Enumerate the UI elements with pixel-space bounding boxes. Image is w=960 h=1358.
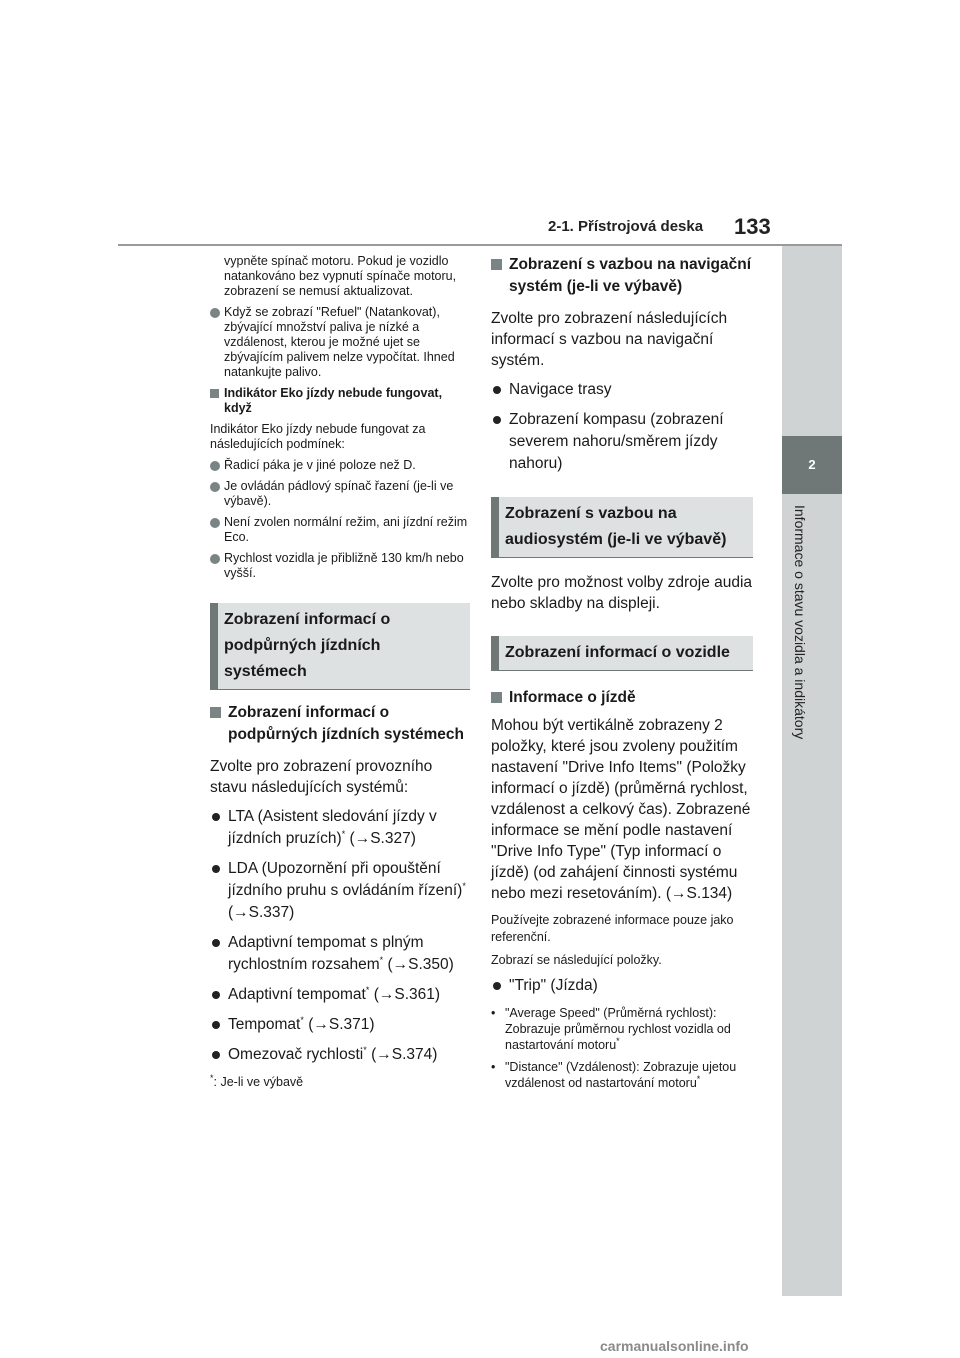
chapter-label: Informace o stavu vozidla a indikátory [792, 505, 808, 740]
bullet-icon [212, 1021, 220, 1029]
bullet-icon [493, 982, 501, 990]
paragraph: vypněte spínač motoru. Pokud je vozidlo natankováno bez vypnutí spínače motoru, zobrazení se nemusí aktualizovat. [224, 254, 457, 298]
bullet-item: Není zvolen normální režim, ani jízdní režim Eco. [210, 515, 470, 545]
left-column [210, 254, 470, 1097]
chapter-number: 2 [782, 436, 842, 494]
subheading: Zobrazení informací o podpůrných jízdních systémech [210, 702, 470, 746]
page-reference[interactable]: (→S.327) [349, 830, 416, 847]
bullet-item: Zobrazení kompasu (zobrazení severem nahoru/směrem jízdy nahoru) [491, 409, 753, 475]
system-item: Omezovač rychlosti* (→S.374) [210, 1044, 470, 1066]
page-reference[interactable]: (→S.371) [308, 1016, 375, 1033]
bullet-icon [493, 416, 501, 424]
paragraph: Zvolte pro možnost volby zdroje audia nebo skladby na displeji. [491, 574, 753, 612]
paragraph: Indikátor Eko jízdy nebude fungovat za následujících podmínek: [210, 422, 426, 451]
page-reference[interactable]: (→S.337) [228, 904, 295, 921]
system-item: Tempomat* (→S.371) [210, 1014, 470, 1036]
section-heading-box: Zobrazení informací o podpůrných jízdních systémech [210, 603, 470, 690]
page-reference[interactable]: (→S.374) [371, 1046, 438, 1063]
square-bullet-icon [210, 389, 219, 398]
square-bullet-icon [491, 692, 502, 703]
subheading: Zobrazení s vazbou na navigační systém (je-li ve výbavě) [491, 254, 753, 298]
paragraph: Mohou být vertikálně zobrazeny 2 položky, které jsou zvoleny použitím nastavení "Drive Info Items" (Položky informací o jízdě) (průměrná rychlost, vzdálenost a celkový čas). Zobrazené informace se mění podle nastavení "Drive Info Type" (Typ informací o jízdě) (od zahájení činnosti systému nebo mezi resetováním). (→S.134) [491, 717, 751, 902]
bullet-item: "Trip" (Jízda) [491, 975, 753, 997]
paragraph: Zvolte pro zobrazení provozního stavu následujících systémů: [210, 758, 433, 796]
dash-item: • "Distance" (Vzdálenost): Zobrazuje ujetou vzdálenost od nastartování motoru* [491, 1060, 737, 1090]
square-bullet-icon [491, 259, 502, 270]
page-number: 133 [734, 214, 771, 239]
system-item: Adaptivní tempomat s plným rychlostním rozsahem* (→S.350) [210, 932, 470, 976]
section-title: 2-1. Přístrojová deska [548, 218, 704, 235]
bullet-icon [210, 518, 220, 528]
bullet-icon [210, 554, 220, 564]
bullet-icon [212, 939, 220, 947]
note: Zobrazí se následující položky. [491, 953, 662, 967]
bullet-icon [212, 991, 220, 999]
side-tab-bar [782, 246, 842, 1296]
bullet-item: Rychlost vozidla je přibližně 130 km/h nebo vyšší. [210, 551, 470, 581]
bullet-item: Řadicí páka je v jiné poloze než D. [210, 458, 470, 473]
paragraph: Zvolte pro zobrazení následujících informací s vazbou na navigační systém. [491, 310, 728, 369]
footnote: *: Je-li ve výbavě [210, 1072, 304, 1089]
system-item: Adaptivní tempomat* (→S.361) [210, 984, 470, 1006]
bullet-icon [210, 308, 220, 318]
page-reference[interactable]: (→S.350) [387, 956, 454, 973]
bullet-item: Navigace trasy [491, 379, 753, 401]
bullet-icon [212, 813, 220, 821]
section-heading-box: Zobrazení s vazbou na audiosystém (je-li ve výbavě) [491, 497, 753, 558]
bullet-icon [210, 461, 220, 471]
square-bullet-icon [210, 707, 221, 718]
bullet-item: Když se zobrazí "Refuel" (Natankovat), zbývající množství paliva je nízké a vzdálenost, kterou je možné ujet se zbývajícím palivem nelze vypočítat. Ihned natankujte palivo. [210, 305, 470, 380]
bullet-icon [212, 865, 220, 873]
page-reference[interactable]: (→S.361) [373, 986, 441, 1003]
section-heading-box: Zobrazení informací o vozidle [491, 636, 753, 671]
subheading: Indikátor Eko jízdy nebude fungovat, když [210, 386, 470, 416]
subheading: Informace o jízdě [491, 687, 753, 709]
note: Používejte zobrazené informace pouze jako referenční. [491, 913, 734, 944]
system-item: LTA (Asistent sledování jízdy v jízdních pruzích)* (→S.327) [210, 806, 470, 850]
bullet-item: Je ovládán pádlový spínač řazení (je-li ve výbavě). [210, 479, 470, 509]
right-column [491, 254, 753, 1097]
bullet-icon [210, 482, 220, 492]
bullet-icon [493, 386, 501, 394]
watermark: carmanualsonline.info [600, 1338, 749, 1354]
bullet-icon [212, 1051, 220, 1059]
dash-item: • "Average Speed" (Průměrná rychlost): Zobrazuje průměrnou rychlost vozidla od nastartování motoru* [491, 1006, 731, 1052]
header-divider [118, 244, 842, 246]
system-item: LDA (Upozornění při opouštění jízdního pruhu s ovládáním řízení)* (→S.337) [210, 858, 470, 924]
